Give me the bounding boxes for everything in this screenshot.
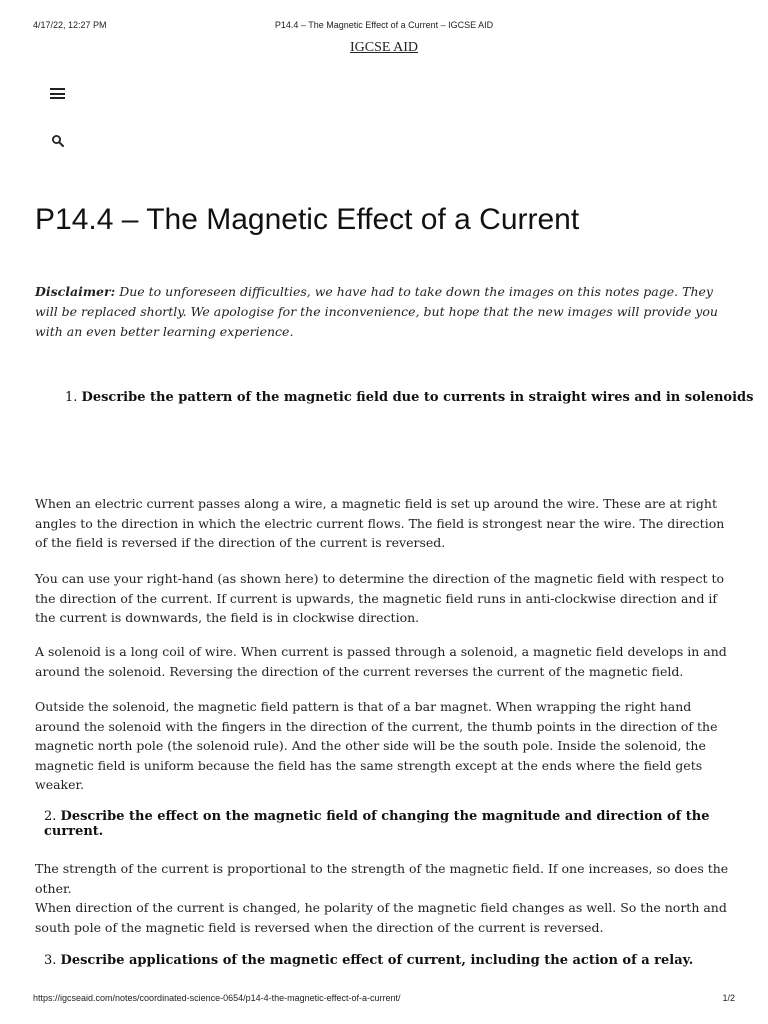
section-heading-text: Describe the effect on the magnetic field of changing the magnitude and direction of the current. <box>44 809 710 839</box>
print-header <box>33 20 735 32</box>
paragraph: You can use your right-hand (as shown here) to determine the direction of the magnetic field with respect to the direction of the current. If current is upwards, the magnetic field runs in anti-clockwise direction and if the current is downwards, the field is in clockwise direction. <box>35 571 725 625</box>
print-url: https://igcseaid.com/notes/coordinated-science-0654/p14-4-the-magnetic-effect-of-a-current/ <box>33 993 401 1003</box>
section-number: 1. <box>65 390 78 405</box>
paragraph: The strength of the current is proportional to the strength of the magnetic field. If one increases, so does the other. <box>35 861 729 896</box>
page-title: P14.4 – The Magnetic Effect of a Current <box>35 203 580 236</box>
section-heading-text: Describe applications of the magnetic effect of current, including the action of a relay. <box>60 953 694 968</box>
search-icon[interactable] <box>51 133 65 147</box>
section-heading-2 <box>44 809 768 839</box>
site-name-link[interactable]: IGCSE AID <box>349 40 419 55</box>
print-document-title: P14.4 – The Magnetic Effect of a Current – IGCSE AID <box>274 20 494 30</box>
paragraph: When direction of the current is changed, he polarity of the magnetic field changes as well. So the north and south pole of the magnetic field is reversed when the direction of the current is reversed. <box>35 900 727 935</box>
section-number: 3. <box>44 953 57 968</box>
section-heading-text: Describe the pattern of the magnetic field due to currents in straight wires and in solenoids <box>81 390 754 405</box>
section-heading-1 <box>65 390 753 405</box>
paragraph: When an electric current passes along a wire, a magnetic field is set up around the wire. These are at right angles to the direction in which the electric current flows. The field is strongest near the wire. The direction of the field is reversed if the direction of the current is reversed. <box>35 496 725 550</box>
paragraph: A solenoid is a long coil of wire. When current is passed through a solenoid, a magnetic field develops in and around the solenoid. Reversing the direction of the current reverses the current of the magnetic field. <box>35 644 727 679</box>
hamburger-menu-icon[interactable] <box>50 88 65 99</box>
disclaimer <box>35 282 735 342</box>
print-footer <box>33 993 735 1005</box>
section-number: 2. <box>44 809 57 824</box>
disclaimer-label: Disclaimer: <box>35 284 116 299</box>
print-page-number: 1/2 <box>722 993 735 1003</box>
paragraph: Outside the solenoid, the magnetic field pattern is that of a bar magnet. When wrapping the right hand around the solenoid with the fingers in the direction of the current, the thumb points in the direction of the magnetic north pole (the solenoid rule). And the other side will be the south pole. Inside the solenoid, the magnetic field is uniform because the field has the same strength except at the ends where the field gets weaker. <box>35 699 718 792</box>
disclaimer-text: Due to unforeseen difficulties, we have had to take down the images on this notes page. They will be replaced shortly. We apologise for the inconvenience, but hope that the new images will provide you with an even better learning experience. <box>35 284 718 339</box>
section-heading-3 <box>44 953 693 968</box>
print-datetime: 4/17/22, 12:27 PM <box>33 20 107 30</box>
